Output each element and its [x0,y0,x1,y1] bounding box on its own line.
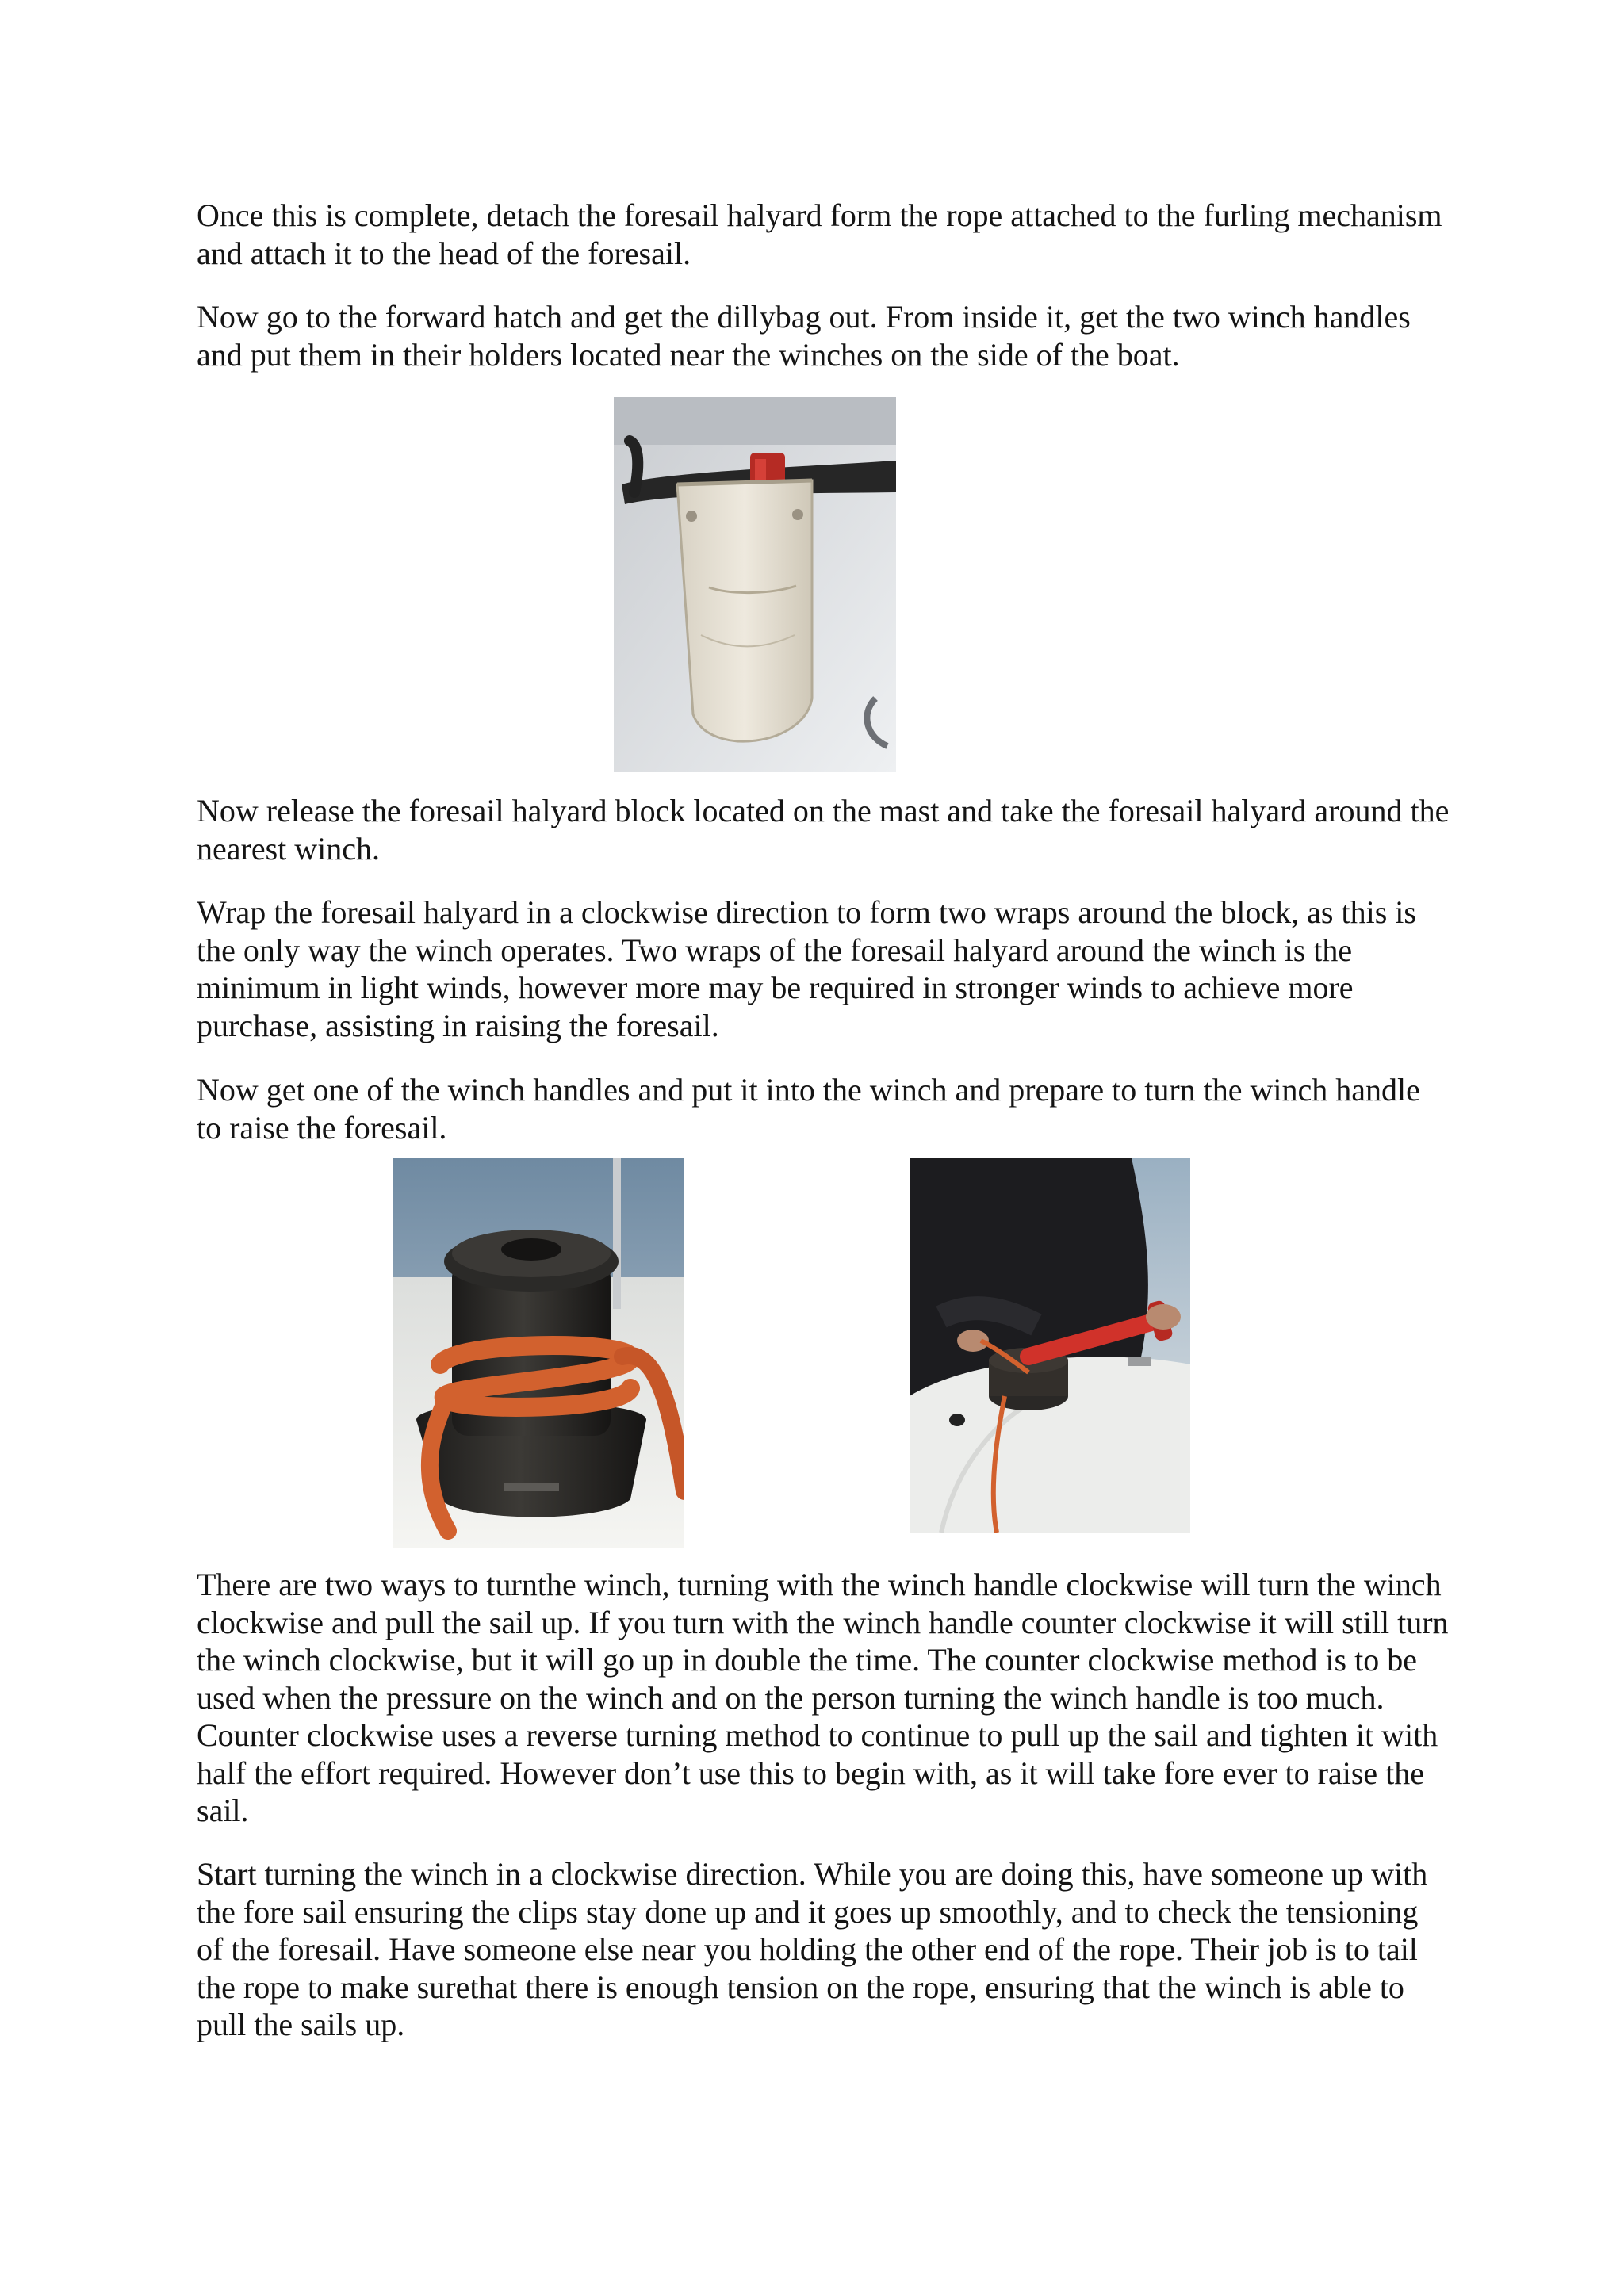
paragraph-insert-handle: Now get one of the winch handles and put it into the winch and prepare to turn the winch handle to raise the foresail. [197,1072,1420,1146]
paragraph-winch-handles: Now go to the forward hatch and get the dillybag out. From inside it, get the two winch handles and put them in their holders located near the winches on the side of the boat. [197,299,1411,373]
paragraph-release-halyard: Now release the foresail halyard block located on the mast and take the foresail halyard around the nearest winch. [197,793,1450,867]
winch-rope-wraps-photo [393,1158,684,1548]
paragraph-detach-halyard: Once this is complete, detach the foresail halyard form the rope attached to the furling mechanism and attach it to the head of the foresail. [197,197,1442,271]
winch-handle-holder-photo [614,397,896,772]
paragraph-start-turning: Start turning the winch in a clockwise direction. While you are doing this, have someone up with the fore sail ensuring the clips stay done up and it goes up smoothly, and to check the tensioning of the foresail. Have someone else near you holding the other end of the rope. Their job is to tail the rope to make surethat there is enough tension on the rope, ensuring that the winch is able to pull the sails up. [197,1856,1428,2042]
paragraph-wrap-halyard: Wrap the foresail halyard in a clockwise direction to form two wraps around the block, as this is the only way the winch operates. Two wraps of the foresail halyard around the winch is the minimum in light winds, however more may be required in stronger winds to achieve more purchase, assisting in raising the foresail. [197,894,1416,1043]
paragraph-two-ways-to-turn: There are two ways to turnthe winch, turning with the winch handle clockwise will turn the winch clockwise and pull the sail up. If you turn with the winch handle counter clockwise it will still turn the winch clockwise, but it will go up in double the time. The counter clockwise method is to be used when the pressure on the winch and on the person turning the winch handle is too much. Counter clockwise uses a reverse turning method to continue to pull up the sail and tighten it with half the effort required. However don’t use this to begin with, as it will take fore ever to raise the sail. [197,1567,1449,1828]
turning-winch-handle-photo [910,1158,1190,1533]
